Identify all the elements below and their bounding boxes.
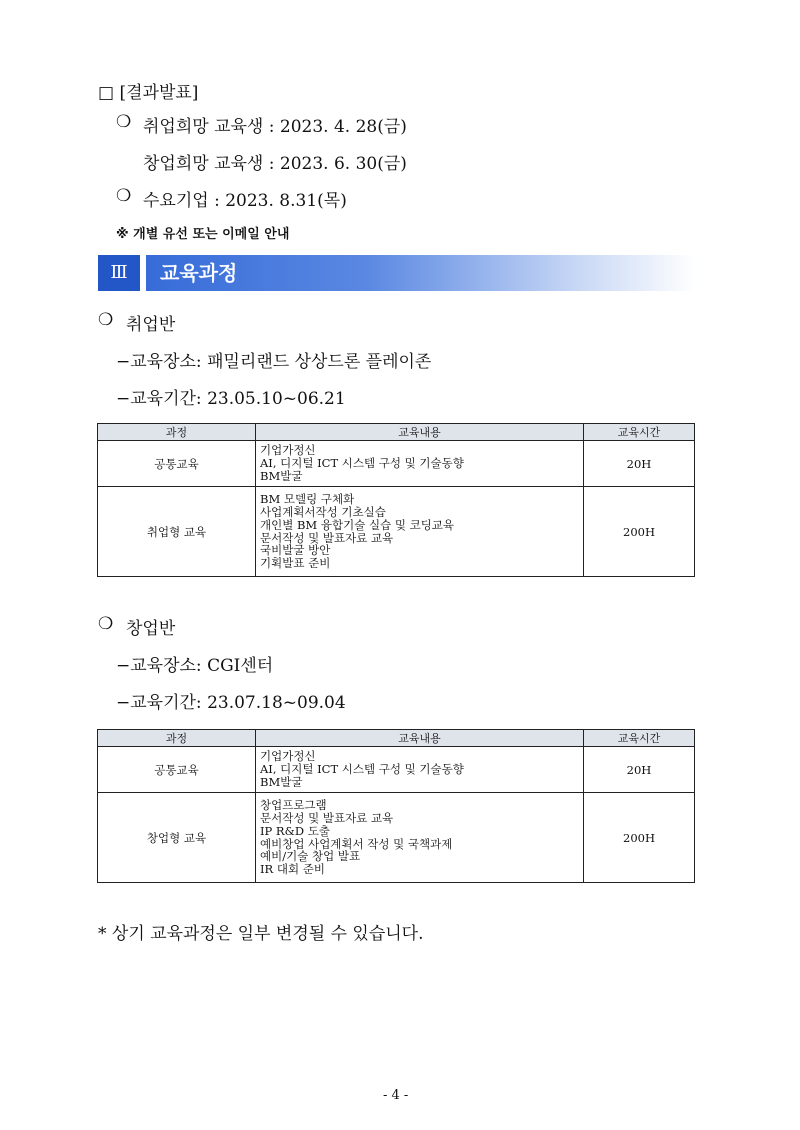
course-hours: 20H xyxy=(584,747,695,793)
content-line: BM 모델링 구체화 xyxy=(260,492,355,507)
bullet-icon: ❍ xyxy=(116,186,132,206)
course-hours: 20H xyxy=(584,441,695,487)
content-line: 예비/기술 창업 발표 xyxy=(260,849,361,864)
startup-class-title: 창업반 xyxy=(126,619,176,639)
content-line: IP R&D 도출 xyxy=(260,823,330,838)
header-course: 과정 xyxy=(98,730,256,747)
company-result-date: 수요기업 : 2023. 8.31(목) xyxy=(143,191,347,211)
header-content: 교육내용 xyxy=(256,730,584,747)
content-line: AI, 디지털 ICT 시스템 구성 및 기술동향 xyxy=(260,762,464,777)
course-content xyxy=(256,747,584,793)
content-line: BM발굴 xyxy=(260,774,303,789)
table-header-row xyxy=(98,730,695,747)
content-line: 기업가정신 xyxy=(260,443,316,458)
header-hours: 교육시간 xyxy=(584,730,695,747)
page-number: - 4 - xyxy=(383,1088,409,1103)
table-row xyxy=(98,793,695,883)
course-content xyxy=(256,487,584,577)
content-line: 예비창업 사업계획서 작성 및 국책과제 xyxy=(260,836,453,851)
job-class-period: −교육기간: 23.05.10~06.21 xyxy=(116,389,346,409)
course-name: 공통교육 xyxy=(98,441,256,487)
startup-class-period: −교육기간: 23.07.18~09.04 xyxy=(116,693,346,713)
content-line: 사업계획서작성 기초실습 xyxy=(260,505,386,520)
content-line: 문서작성 및 발표자료 교육 xyxy=(260,530,394,545)
course-hours: 200H xyxy=(584,487,695,577)
startup-course-table xyxy=(97,729,695,883)
content-line: 개인별 BM 융합기술 실습 및 코딩교육 xyxy=(260,517,455,532)
course-content xyxy=(256,441,584,487)
content-line: IR 대회 준비 xyxy=(260,861,325,876)
job-result-date: 취업희망 교육생 : 2023. 4. 28(금) xyxy=(143,117,407,137)
content-line: 국비발굴 방안 xyxy=(260,543,331,558)
startup-result-date: 창업희망 교육생 : 2023. 6. 30(금) xyxy=(143,154,407,174)
results-heading: □ [결과발표] xyxy=(98,83,199,103)
job-course-table xyxy=(97,423,695,577)
section-banner-divider xyxy=(140,255,146,291)
header-content: 교육내용 xyxy=(256,424,584,441)
section-number: Ⅲ xyxy=(98,255,140,291)
bullet-icon: ❍ xyxy=(98,310,114,330)
course-name: 공통교육 xyxy=(98,747,256,793)
course-name: 창업형 교육 xyxy=(98,793,256,883)
startup-class-place: −교육장소: CGI센터 xyxy=(116,656,274,676)
content-line: 문서작성 및 발표자료 교육 xyxy=(260,811,394,826)
table-header-row xyxy=(98,424,695,441)
header-course: 과정 xyxy=(98,424,256,441)
content-line: 기획발표 준비 xyxy=(260,555,331,570)
header-hours: 교육시간 xyxy=(584,424,695,441)
disclaimer-note: * 상기 교육과정은 일부 변경될 수 있습니다. xyxy=(98,924,424,944)
course-name: 취업형 교육 xyxy=(98,487,256,577)
bullet-icon: ❍ xyxy=(116,112,132,132)
content-line: BM발굴 xyxy=(260,468,303,483)
course-content xyxy=(256,793,584,883)
job-class-title: 취업반 xyxy=(126,315,176,335)
table-row xyxy=(98,441,695,487)
table-row xyxy=(98,747,695,793)
bullet-icon: ❍ xyxy=(98,614,114,634)
table-row xyxy=(98,487,695,577)
job-class-place: −교육장소: 패밀리랜드 상상드론 플레이존 xyxy=(116,352,432,372)
section-title: 교육과정 xyxy=(160,261,238,285)
contact-note: ※ 개별 유선 또는 이메일 안내 xyxy=(116,227,290,242)
course-hours: 200H xyxy=(584,793,695,883)
content-line: 기업가정신 xyxy=(260,749,316,764)
content-line: 창업프로그램 xyxy=(260,798,327,813)
content-line: AI, 디지털 ICT 시스템 구성 및 기술동향 xyxy=(260,456,464,471)
